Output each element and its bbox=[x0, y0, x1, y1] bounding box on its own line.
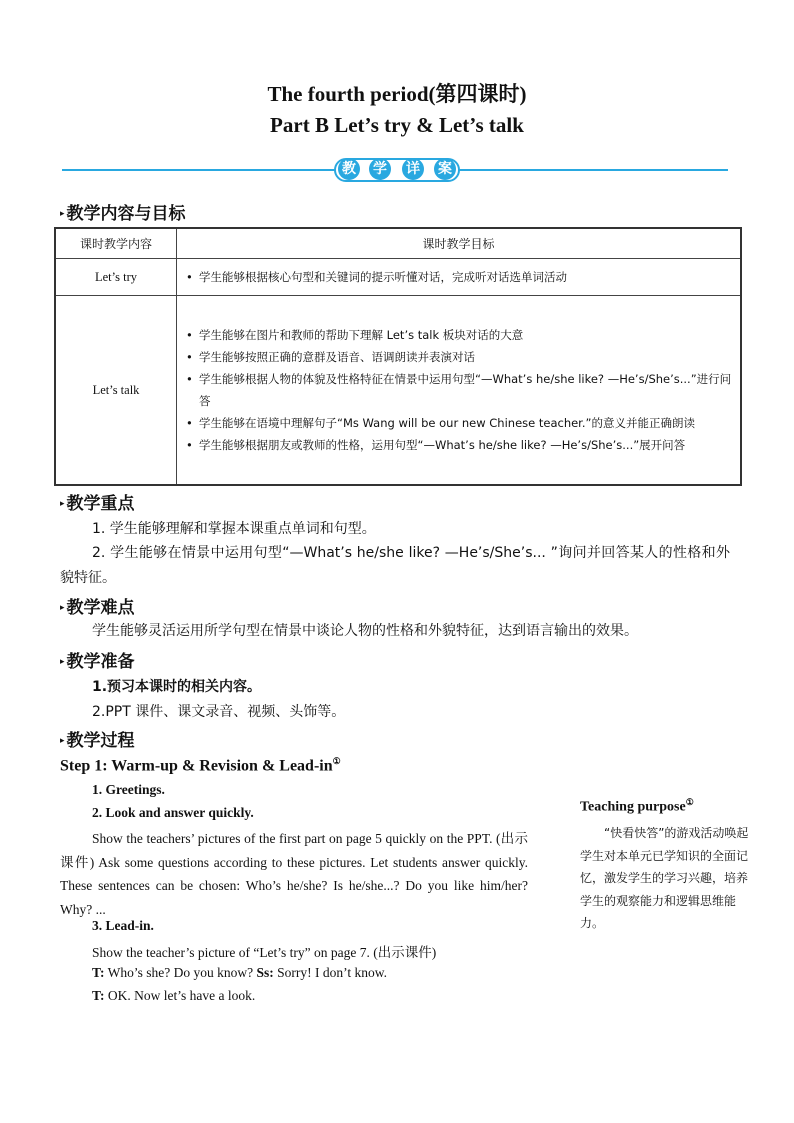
dialogue-line: T: Who’s she? Do you know? Ss: Sorry! I don’t know. bbox=[92, 965, 387, 980]
section-heading: ▸ 教学重点 bbox=[60, 494, 135, 514]
step-paragraph: Show the teachers’ pictures of the first part on page 5 quickly on the PPT. (出示课件) Ask some questions according to these pictures. Let students answer quickly. These sentences can be chosen: Who’s he/she? Is he/she...? Do you like him/her? Why? ... bbox=[60, 831, 528, 917]
section-heading: ▸ 教学难点 bbox=[60, 598, 135, 618]
preparation-item: 2.PPT 课件、课文录音、视频、头饰等。 bbox=[92, 704, 346, 720]
table-row bbox=[55, 259, 741, 296]
goal-item: • 学生能够根据人物的体貌及性格特征在情景中运用句型“—What’s he/she like? —He’s/She’s...”进行问答 bbox=[177, 368, 734, 412]
table-header-cell: 课时教学内容 bbox=[55, 228, 177, 259]
table-cell-goals bbox=[177, 259, 742, 296]
section-heading: ▸ 教学过程 bbox=[60, 731, 135, 751]
table-cell-goals bbox=[177, 296, 742, 486]
key-point: 1. 学生能够理解和掌握本课重点单词和句型。 bbox=[92, 521, 376, 537]
sidebar-text: “快看快答”的游戏活动唤起学生对本单元已学知识的全面记忆，激发学生的学习兴趣，培养学生的观察能力和逻辑思维能力。 bbox=[580, 826, 749, 930]
goal-item: • 学生能够按照正确的意群及语音、语调朗读并表演对话 bbox=[177, 346, 734, 368]
section-heading: ▸ 教学内容与目标 bbox=[60, 204, 186, 224]
preparation-item: 1.预习本课时的相关内容。 bbox=[92, 679, 262, 695]
banner-char: 案 bbox=[434, 158, 456, 180]
step-item: 1. Greetings. bbox=[92, 782, 165, 797]
step-paragraph: Show the teacher’s picture of “Let’s try” on page 7. (出示课件) bbox=[92, 945, 437, 960]
dialogue-line: T: OK. Now let’s have a look. bbox=[92, 988, 256, 1003]
section-heading: ▸ 教学准备 bbox=[60, 652, 135, 672]
table-cell-content: Let’s talk bbox=[55, 296, 177, 486]
goal-item: • 学生能够在语境中理解句子“Ms Wang will be our new Chinese teacher.”的意义并能正确朗读 bbox=[177, 412, 734, 434]
step-item: 2. Look and answer quickly. bbox=[92, 805, 254, 820]
objectives-table bbox=[54, 227, 742, 486]
difficulty-text: 学生能够灵活运用所学句型在情景中谈论人物的性格和外貌特征，达到语言输出的效果。 bbox=[92, 623, 638, 639]
sidebar-title: Teaching purpose① bbox=[580, 797, 694, 815]
goal-item: • 学生能够在图片和教师的帮助下理解 Let’s talk 板块对话的大意 bbox=[177, 324, 734, 346]
banner-char: 学 bbox=[369, 158, 391, 180]
step-title: Step 1: Warm-up & Revision & Lead-in① bbox=[60, 756, 341, 775]
table-row bbox=[55, 296, 741, 486]
goal-item: • 学生能够根据核心句型和关键词的提示听懂对话，完成听对话选单词活动 bbox=[177, 266, 734, 288]
key-point: 2. 学生能够在情景中运用句型“—What’s he/she like? —He’s/She’s... ”询问并回答某人的性格和外貌特征。 bbox=[60, 545, 730, 586]
step-item: 3. Lead-in. bbox=[92, 918, 154, 933]
goal-item: • 学生能够根据朋友或教师的性格，运用句型“—What’s he/she like? —He’s/She’s...”展开问答 bbox=[177, 434, 734, 456]
page-title: The fourth period(第四课时) bbox=[267, 82, 527, 106]
banner-char: 教 bbox=[338, 158, 360, 180]
banner-badge bbox=[326, 157, 468, 183]
banner-char: 详 bbox=[402, 158, 424, 180]
table-header-cell: 课时教学目标 bbox=[177, 228, 742, 259]
page-subtitle: Part B Let’s try & Let’s talk bbox=[270, 113, 524, 137]
table-header-row bbox=[55, 228, 741, 259]
table-cell-content: Let’s try bbox=[55, 259, 177, 296]
